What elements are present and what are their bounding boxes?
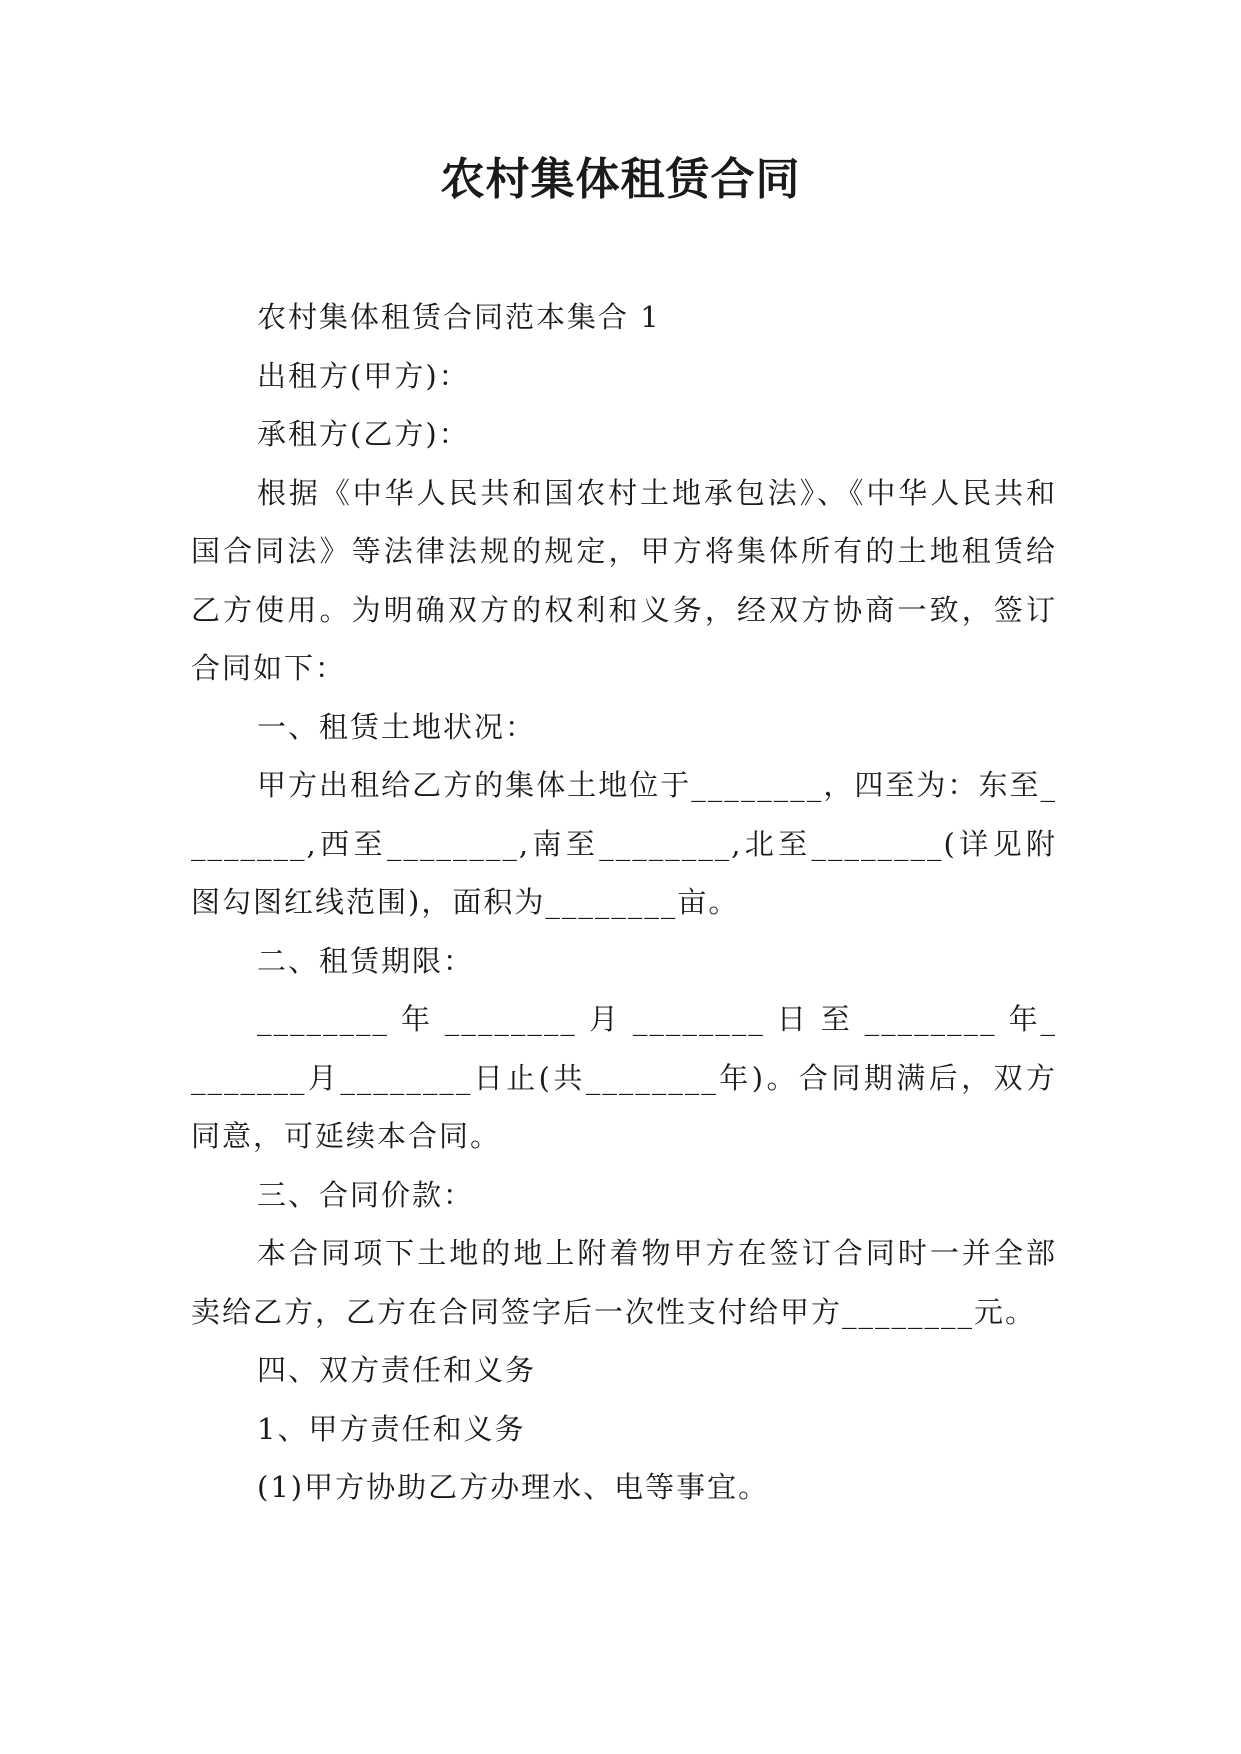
section-heading-lease-term: 二、租赁期限：	[257, 943, 475, 978]
section-heading-responsibilities: 四、双方责任和义务	[257, 1353, 537, 1387]
paragraph-lease-dates: ________ 年 ________ 月 ________ 日 至 ________ 年________月________日止(共________年)。合同期满后，双方同意，可延续本合同。	[191, 1002, 1057, 1153]
document-title: 农村集体租赁合同	[440, 154, 801, 205]
paragraph-party-a-item-1: (1)甲方协助乙方办理水、电等事宜。	[257, 1470, 770, 1504]
section-heading-land-status: 一、租赁土地状况：	[257, 709, 537, 744]
document-body	[191, 288, 1057, 1517]
paragraph-land-location: 甲方出租给乙方的集体土地位于________，四至为：东至________,西至________,南至________,北至________(详见附图勾图红线范围)，面积为________亩。	[191, 768, 1057, 919]
paragraph-price: 本合同项下土地的地上附着物甲方在签订合同时一并全部卖给乙方，乙方在合同签字后一次性支付给甲方________元。	[191, 1236, 1057, 1329]
paragraph-basis: 根据《中华人民共和国农村土地承包法》、《中华人民共和国合同法》等法律法规的规定，甲方将集体所有的土地租赁给乙方使用。为明确双方的权利和义务，经双方协商一致，签订合同如下：	[191, 475, 1057, 685]
paragraph-subtitle: 农村集体租赁合同范本集合 1	[257, 300, 661, 334]
section-heading-price: 三、合同价款：	[257, 1177, 475, 1212]
subsection-heading-party-a: 1、甲方责任和义务	[257, 1411, 526, 1446]
paragraph-lessee: 承租方(乙方)：	[257, 417, 470, 451]
paragraph-lessor: 出租方(甲方)：	[257, 358, 470, 393]
